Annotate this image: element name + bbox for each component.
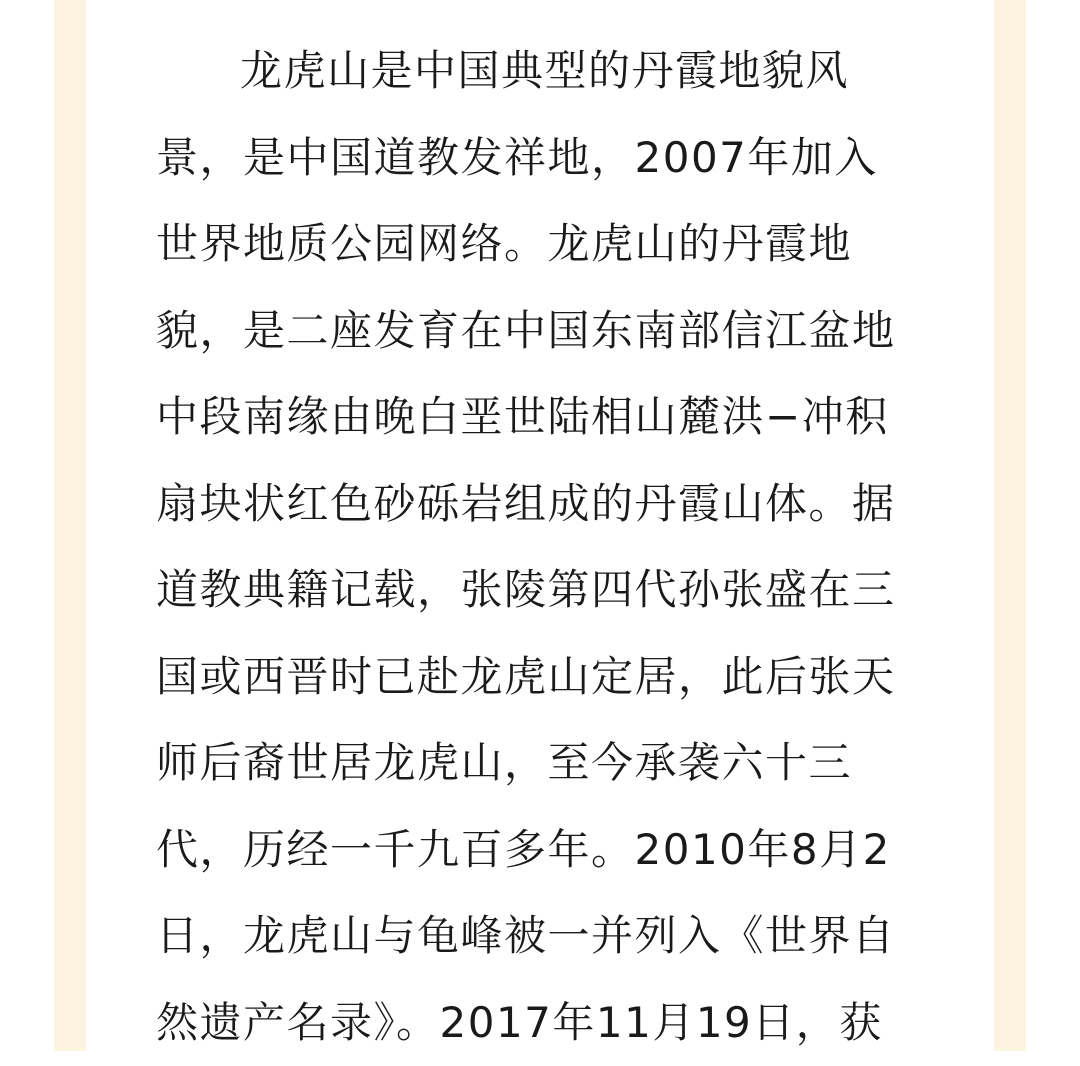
- article-line: 然遗产名录》。2017年11月19日，获: [156, 980, 916, 1066]
- article-line: 扇块状红色砂砾岩组成的丹霞山体。据: [156, 461, 916, 548]
- page-border-left: [54, 0, 86, 1051]
- article-line: 貌，是二座发育在中国东南部信江盆地: [156, 288, 916, 375]
- article-line: 道教典籍记载，张陵第四代孙张盛在三: [156, 547, 916, 634]
- article-line: 师后裔世居龙虎山，至今承袭六十三: [156, 720, 916, 807]
- article-line: 景，是中国道教发祥地，2007年加入: [156, 115, 916, 202]
- article-line: 代，历经一千九百多年。2010年8月2: [156, 807, 916, 894]
- outer-margin-left: [0, 0, 54, 1051]
- article-line: 国或西晋时已赴龙虎山定居，此后张天: [156, 634, 916, 721]
- page-border-right: [994, 0, 1026, 1051]
- article-line: 世界地质公园网络。龙虎山的丹霞地: [156, 201, 916, 288]
- article-body: [156, 28, 916, 1066]
- article-line: 日，龙虎山与龟峰被一并列入《世界自: [156, 893, 916, 980]
- article-line: 龙虎山是中国典型的丹霞地貌风: [156, 28, 916, 115]
- article-line: 中段南缘由晚白垩世陆相山麓洪−冲积: [156, 374, 916, 461]
